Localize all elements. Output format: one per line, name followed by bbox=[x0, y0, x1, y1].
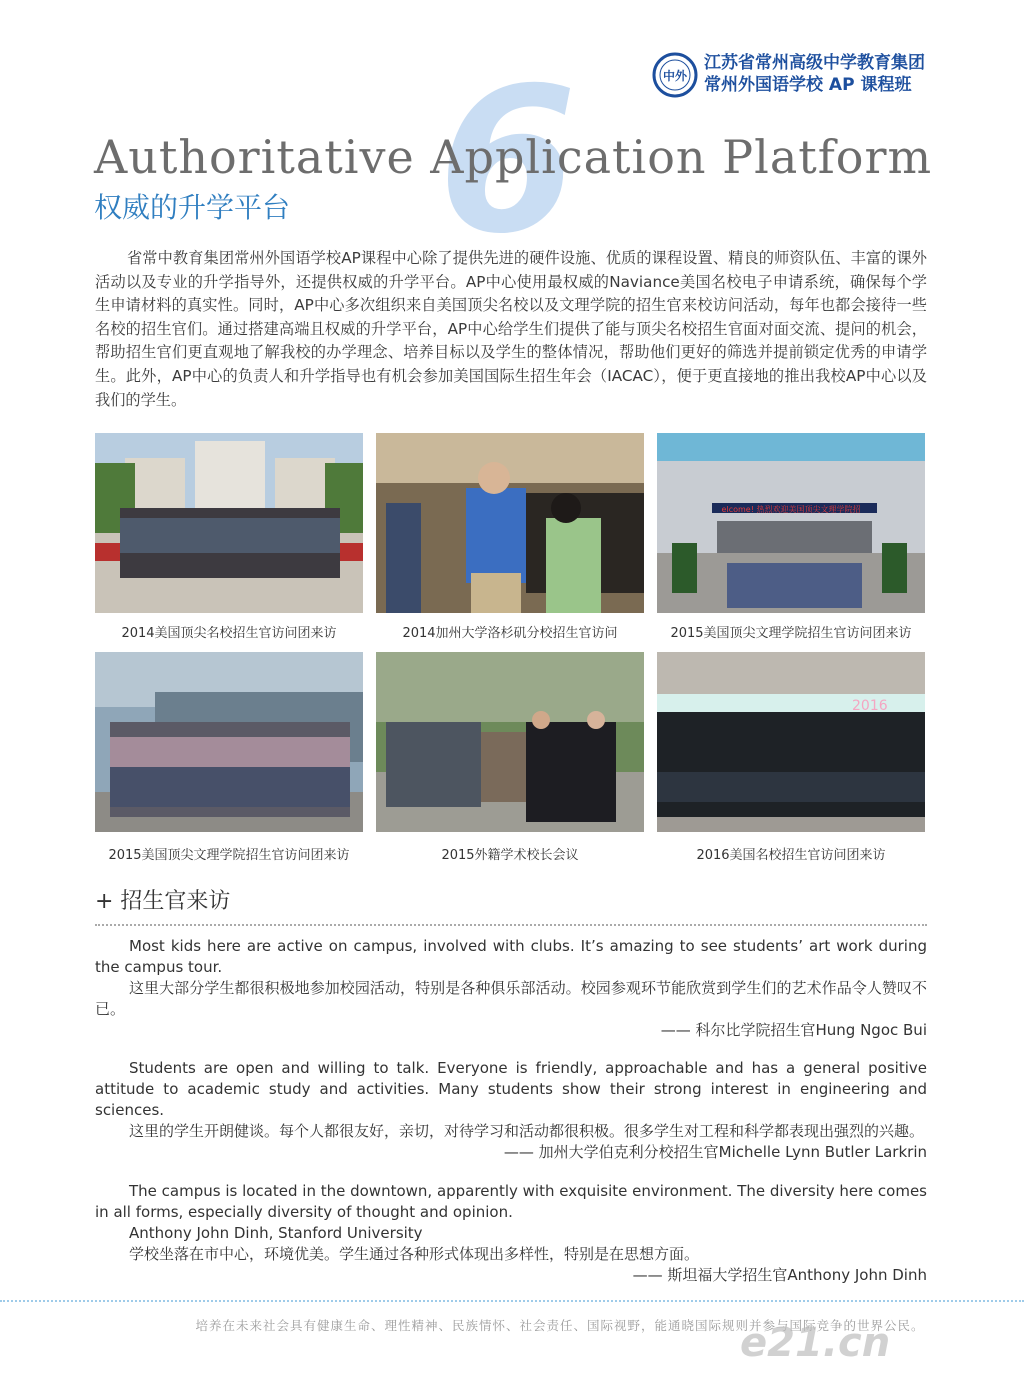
page-title-chinese: 权威的升学平台 bbox=[94, 191, 291, 224]
photo-caption-2: 2014加州大学洛杉矶分校招生官访问 bbox=[402, 626, 618, 641]
photo-campus-group bbox=[95, 433, 363, 613]
photo-caption-5: 2015外籍学术校长会议 bbox=[441, 848, 579, 863]
quote-2-signature: —— 加州大学伯克利分校招生官Michelle Lynn Butler Larkrin bbox=[503, 1143, 927, 1161]
quote-1-signature: —— 科尔比学院招生官Hung Ngoc Bui bbox=[660, 1021, 927, 1039]
photo-liberal-arts-visit bbox=[657, 433, 925, 613]
watermark: e21.cn bbox=[740, 1320, 891, 1366]
quote-1-english: Most kids here are active on campus, involved with clubs. It’s amazing to see students’ art work during the campus tour. bbox=[95, 937, 927, 976]
header-school-name bbox=[704, 52, 925, 96]
photo-caption-6: 2016美国名校招生官访问团来访 bbox=[696, 848, 886, 863]
quote-3-chinese: 学校坐落在市中心，环境优美。学生通过各种形式体现出多样性，特别是在思想方面。 bbox=[129, 1245, 700, 1263]
quote-2-english: Students are open and willing to talk. Everyone is friendly, approachable and has a general positive attitude to academic study and activities. Many students show their strong interest in engineering and sciences. bbox=[95, 1059, 927, 1119]
intro-paragraph: 省常中教育集团常州外国语学校AP课程中心除了提供先进的硬件设施、优质的课程设置、精良的师资队伍、丰富的课外活动以及专业的升学指导外，还提供权威的升学平台。AP中心使用最权威的Naviance美国名校电子申请系统，确保每个学生申请材料的真实性。同时，AP中心多次组织来自美国顶尖名校以及文理学院的招生官来校访问活动，每年也都会接待一些名校的招生官们。通过搭建高端且权威的升学平台，AP中心给学生们提供了能与顶尖名校招生官面对面交流、提问的机会，帮助招生官们更直观地了解我校的办学理念、培养目标以及学生的整体情况，帮助他们更好的筛选并提前锁定优秀的申请学生。此外，AP中心的负责人和升学指导也有机会参加美国国际生招生年会（IACAC），便于更直接地的推出我校AP中心以及我们的学生。 bbox=[95, 249, 927, 409]
quote-block-3 bbox=[95, 1181, 927, 1286]
photo-principals-meeting bbox=[376, 652, 644, 832]
school-logo bbox=[652, 52, 698, 98]
quote-3-attribution: Anthony John Dinh, Stanford University bbox=[129, 1224, 423, 1242]
quote-2-chinese: 这里的学生开朗健谈。每个人都很友好，亲切，对待学习和活动都很积极。很多学生对工程和科学都表现出强烈的兴趣。 bbox=[129, 1122, 925, 1140]
logo-text: 中外 bbox=[662, 69, 688, 83]
section-title: + 招生官来访 bbox=[95, 889, 231, 914]
year-banner-text: 2016 bbox=[852, 698, 888, 714]
footer-motto: 培养在未来社会具有健康生命、理性精神、民族情怀、社会责任、国际视野，能通晓国际规则并参与国际竞争的世界公民。 bbox=[195, 1318, 925, 1333]
section-divider bbox=[95, 924, 927, 926]
quote-3-english: The campus is located in the downtown, apparently with exquisite environment. The diversity here comes in all forms, especially diversity of thought and opinion. bbox=[95, 1182, 927, 1221]
photo-caption-4: 2015美国顶尖文理学院招生官访问团来访 bbox=[108, 848, 350, 863]
quote-3-signature: —— 斯坦福大学招生官Anthony John Dinh bbox=[632, 1266, 927, 1284]
photo-liberal-arts-group bbox=[95, 652, 363, 832]
welcome-banner-text: elcome! 热烈欢迎美国顶尖文理学院招 bbox=[721, 505, 861, 514]
footer-divider bbox=[0, 1300, 1024, 1302]
photo-caption-3: 2015美国顶尖文理学院招生官访问团来访 bbox=[670, 626, 912, 641]
header-line-2: 常州外国语学校 AP 课程班 bbox=[704, 75, 912, 95]
quote-1-chinese: 这里大部分学生都很积极地参加校园活动，特别是各种俱乐部活动。校园参观环节能欣赏到学生们的艺术作品令人赞叹不已。 bbox=[95, 979, 927, 1018]
photo-2016-visit bbox=[657, 652, 925, 832]
page-title-english: Authoritative Application Platform bbox=[94, 130, 933, 184]
photo-ucla-visit bbox=[376, 433, 644, 613]
photo-caption-1: 2014美国顶尖名校招生官访问团来访 bbox=[121, 626, 337, 641]
quote-block-2 bbox=[95, 1058, 927, 1163]
quote-block-1 bbox=[95, 936, 927, 1041]
section-number: 6 bbox=[438, 45, 578, 278]
header-line-1: 江苏省常州高级中学教育集团 bbox=[704, 53, 925, 73]
